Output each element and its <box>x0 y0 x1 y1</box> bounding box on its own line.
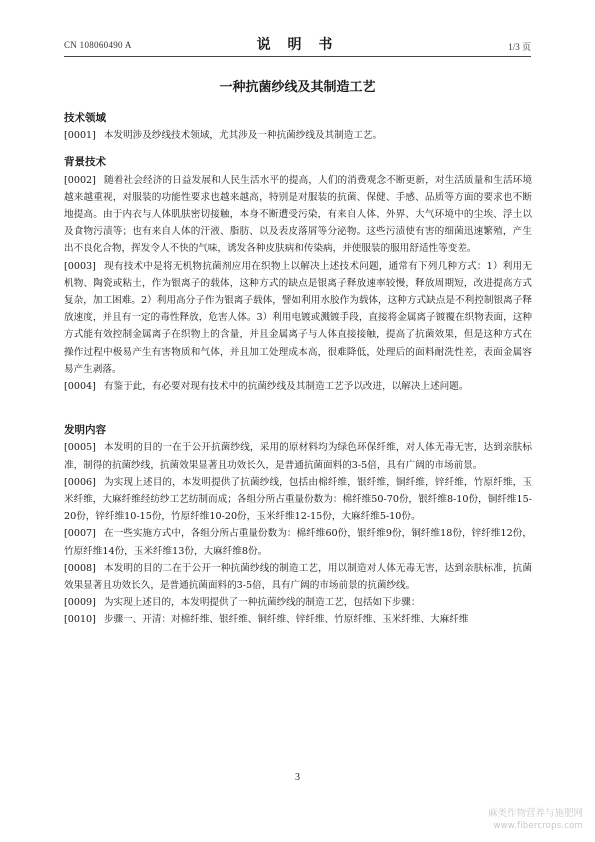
patent-number: CN 108060490 A <box>64 40 132 50</box>
section-heading-background: 背景技术 <box>64 156 106 169</box>
document-body <box>64 110 532 629</box>
paragraph <box>64 172 532 258</box>
paragraph-number: [0002] <box>64 174 96 186</box>
watermark <box>488 808 583 832</box>
document-type: 说 明 书 <box>256 37 339 53</box>
paragraph-text: 在一些实施方式中，各组分所占重量份数为：棉纤维60份，银纤维9份，铜纤维18份，锌纤维12份，竹原纤维14份，玉米纤维13份，大麻纤维8份。 <box>64 528 532 557</box>
document-title: 一种抗菌纱线及其制造工艺 <box>219 80 376 95</box>
paragraph-number: [0005] <box>64 442 96 454</box>
page-header <box>64 34 531 54</box>
paragraph <box>64 439 532 473</box>
paragraph-text: 有鉴于此，有必要对现有技术中的抗菌纱线及其制造工艺予以改进，以解决上述问题。 <box>103 381 469 393</box>
paragraph-number: [0003] <box>64 260 96 272</box>
paragraph-text: 本发明的目的二在于公开一种抗菌纱线的制造工艺，用以制造对人体无毒无害，达到亲肤标准，抗菌效果显著且功效长久，是普通抗菌面料的3-5倍，具有广阔的市场前景的抗菌纱线。 <box>64 562 532 592</box>
section-heading-tech-field: 技术领域 <box>64 112 106 124</box>
paragraph <box>64 127 532 144</box>
paragraph-number: [0001] <box>64 130 96 142</box>
paragraph-number: [0010] <box>64 614 96 626</box>
paragraph-number: [0008] <box>64 562 96 574</box>
paragraph <box>64 525 532 559</box>
paragraph-number: [0007] <box>64 528 96 540</box>
paragraph-text: 为实现上述目的，本发明提供了一种抗菌纱线的制造工艺，包括如下步骤： <box>103 597 421 609</box>
paragraph-text: 为实现上述目的，本发明提供了抗菌纱线，包括由棉纤维，银纤维，铜纤维，锌纤维，竹原纤维，玉米纤维，大麻纤维经纺纱工艺纺制而成；各组分所占重量份数为：棉纤维50-70份，银纤维8-10份，铜纤维15-20份，锌纤维10-15份，竹原纤维10-20份，玉米纤维12-15份，大麻纤维5-10份。 <box>64 476 532 523</box>
paragraph <box>64 474 532 526</box>
paragraph-text: 随着社会经济的日益发展和人民生活水平的提高，人们的消费观念不断更新，对生活质量和生活环境越来越重视，对服装的功能性要求也越来越高，特别是对服装的抗菌、保健、手感、品质等方面的要求也不断地提高。由于内衣与人体肌肤密切接触，本身不断遭受污染，有来自人体、外界、大气环境中的尘埃、浮土以及食物污渍等；也有来自人体的汗液、脂肪、以及表皮落屑等分泌物。这些污渍使有害的细菌迅速繁殖，产生出不良化合物，挥发令人不快的气味，诱发各种皮肤病和传染病，并使服装的服用舒适性等变差。 <box>64 174 532 255</box>
paragraph <box>64 258 532 378</box>
paragraph <box>64 378 532 395</box>
watermark-url: www.fibercrops.com <box>493 821 583 831</box>
header-divider <box>64 56 531 57</box>
watermark-site-name: 麻类作物营养与施肥网 <box>487 808 583 819</box>
paragraph <box>64 560 532 594</box>
paragraph-text: 步骤一、开清：对棉纤维、银纤维、铜纤维、锌纤维、竹原纤维、玉米纤维、大麻纤维 <box>103 614 469 626</box>
page-indicator: 1/3 页 <box>508 42 531 52</box>
paragraph-text: 现有技术中是将无机物抗菌剂应用在织物上以解决上述技术问题，通常有下列几种方式：1）利用无机物、陶瓷或粘土，作为银离子的载体，这种方式的缺点是银离子释放速率较慢，释放周期短，改进提高方式复杂，加工困难。2）利用高分子作为银离子载体，譬如利用水胶作为载体，这种方式缺点是不利控制银离子释放速度，并且有一定的毒性释放，危害人体。3）利用电镀或溅镀手段，直接将金属离子镀覆在织物表面，这种方式能有效控制金属离子在织物上的含量，并且金属离子与人体直接接触，提高了抗菌效果，但是这种方式在操作过程中极易产生有害物质和气体，并且加工处理成本高，很难降低，处理后的面料耐洗性差，表面金属容易产生剥落。 <box>64 260 532 375</box>
paragraph-number: [0006] <box>64 476 96 488</box>
paragraph-number: [0009] <box>64 597 96 609</box>
paragraph <box>64 611 532 628</box>
paragraph <box>64 594 532 611</box>
section-heading-summary: 发明内容 <box>64 424 106 437</box>
paragraph-text: 本发明涉及纱线技术领域，尤其涉及一种抗菌纱线及其制造工艺。 <box>103 130 383 142</box>
page-number: 3 <box>295 772 300 783</box>
paragraph-text: 本发明的目的一在于公开抗菌纱线，采用的原材料均为绿色环保纤维，对人体无毒无害，达到亲肤标准，制得的抗菌纱线，抗菌效果显著且功效长久，是普通抗菌面料的3-5倍，具有广阔的市场前景。 <box>64 442 532 471</box>
paragraph-number: [0004] <box>64 381 96 393</box>
